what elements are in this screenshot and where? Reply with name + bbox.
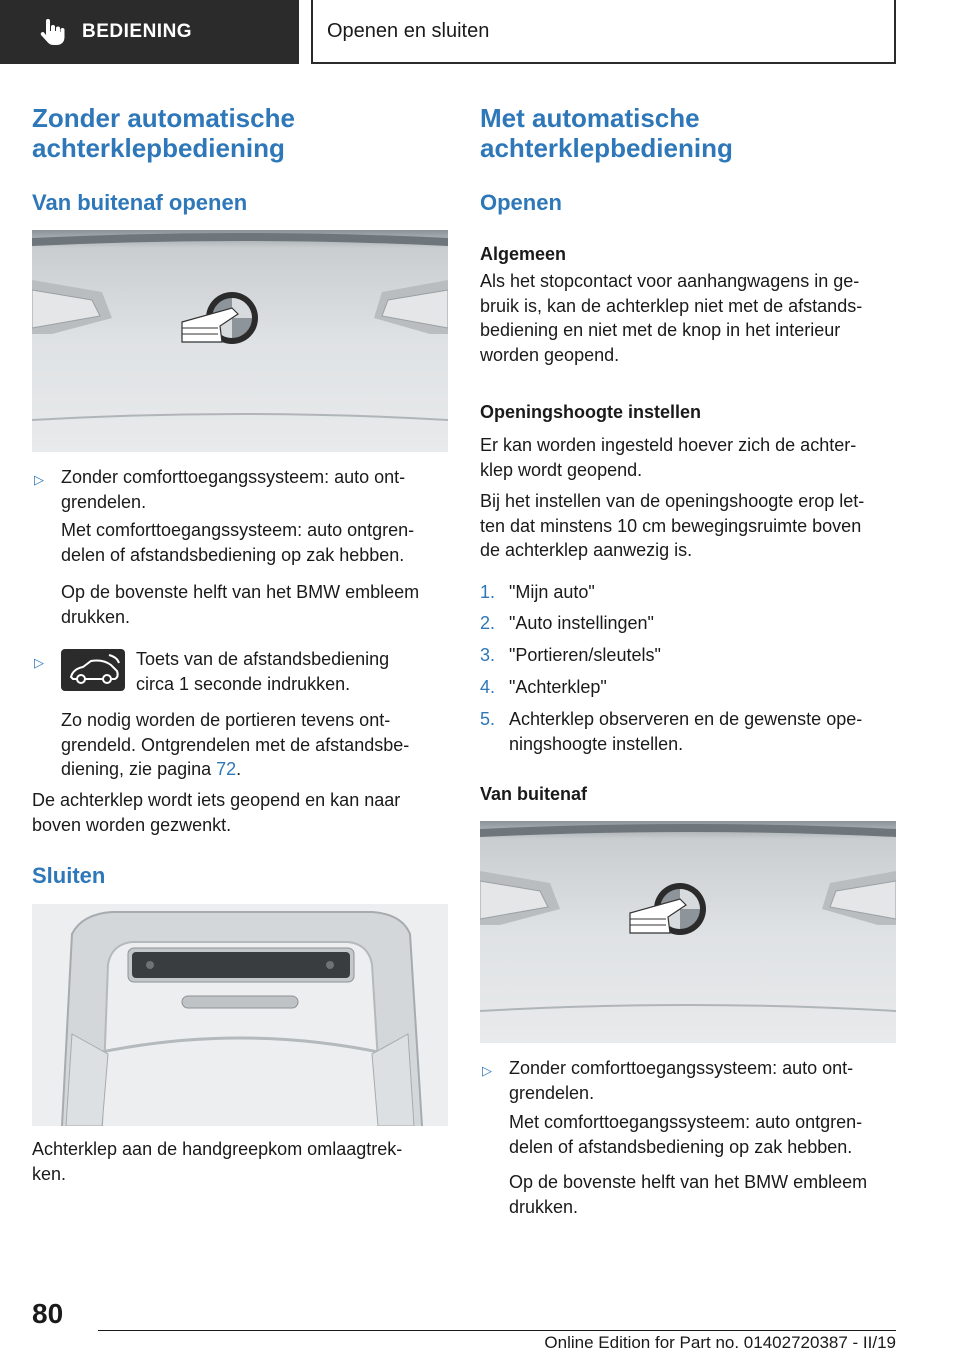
subheading-opening-height: Openingshoogte instellen xyxy=(480,402,702,422)
bullet-text: Zonder comforttoegangssysteem: auto ont- grendelen. xyxy=(61,467,406,512)
bullet-text: Zonder comforttoegangssysteem: auto ont- grendelen. xyxy=(509,1058,854,1103)
paragraph: Achterklep aan de handgreepkom omlaagtrek- ken. xyxy=(32,1139,403,1184)
step-text: "Portieren/sleutels" xyxy=(509,645,661,665)
page-number: 80 xyxy=(32,1298,64,1329)
bullet-text: Met comforttoegangssysteem: auto ontgren- delen of afstandsbediening op zak hebben. xyxy=(61,520,415,565)
step-number: 3. xyxy=(480,645,496,665)
bullet-marker: ▷ xyxy=(34,472,44,487)
page-reference-link[interactable]: 72 xyxy=(216,759,237,779)
subheading-open: Openen xyxy=(480,190,562,215)
bullet-text: Op de bovenste helft van het BMW embleem drukken. xyxy=(61,582,420,627)
step-number: 4. xyxy=(480,677,496,697)
heading-with-auto xyxy=(480,103,733,163)
subheading-close: Sluiten xyxy=(32,863,106,888)
paragraph: Als het stopcontact voor aanhangwagens in ge- bruik is, kan de achterklep niet met de afstands- bediening en niet met de knop in het interieur worden geopend. xyxy=(480,271,863,365)
step-text: "Auto instellingen" xyxy=(509,613,654,633)
tailgate-emblem-photo xyxy=(32,230,448,452)
section-title: BEDIENING xyxy=(82,21,193,42)
step-text: "Achterklep" xyxy=(509,677,607,697)
edition-footer: Online Edition for Part no. 01402720387 - II/19 xyxy=(544,1333,896,1352)
tailgate-handle-photo xyxy=(32,904,448,1126)
hand-pointer-icon xyxy=(36,17,66,47)
heading-line: Met automatische xyxy=(480,103,700,133)
paragraph: Er kan worden ingesteld hoever zich de achter- klep wordt geopend. xyxy=(480,435,857,480)
bullet-text: Zo nodig worden de portieren tevens ont- grendeld. Ontgrendelen met de afstandsbe- diening, zie pagina 72. xyxy=(61,710,410,779)
heading-line: achterklepbediening xyxy=(32,133,285,163)
bullet-text: Op de bovenste helft van het BMW embleem drukken. xyxy=(509,1172,868,1217)
step-text: "Mijn auto" xyxy=(509,582,595,602)
step-number: 2. xyxy=(480,613,496,633)
subheading-general: Algemeen xyxy=(480,244,567,264)
subheading-open-outside: Van buitenaf openen xyxy=(32,190,248,215)
paragraph: De achterklep wordt iets geopend en kan naar boven worden gezwenkt. xyxy=(32,790,401,835)
remote-tailgate-key-icon xyxy=(61,649,125,691)
bullet-marker: ▷ xyxy=(482,1063,492,1078)
heading-line: achterklepbediening xyxy=(480,133,733,163)
chapter-header xyxy=(311,0,896,64)
bullet-text: Met comforttoegangssysteem: auto ontgren- delen of afstandsbediening op zak hebben. xyxy=(509,1112,863,1157)
section-tab xyxy=(0,0,299,64)
bullet-marker: ▷ xyxy=(34,655,44,670)
step-number: 5. xyxy=(480,709,496,729)
heading-line: Zonder automatische xyxy=(32,103,295,133)
heading-without-auto xyxy=(32,103,295,163)
step-number: 1. xyxy=(480,582,496,602)
step-text: Achterklep observeren en de gewenste ope- ningshoogte instellen. xyxy=(509,709,863,754)
bullet-text: Toets van de afstandsbediening circa 1 seconde indrukken. xyxy=(136,649,390,694)
paragraph: Bij het instellen van de openingshoogte erop let- ten dat minstens 10 cm bewegingsruimte boven de achterklep aanwezig is. xyxy=(480,491,865,560)
footer-divider xyxy=(98,1330,896,1331)
tailgate-emblem-photo xyxy=(480,821,896,1043)
chapter-title: Openen en sluiten xyxy=(327,19,490,42)
subheading-from-outside: Van buitenaf xyxy=(480,784,588,804)
